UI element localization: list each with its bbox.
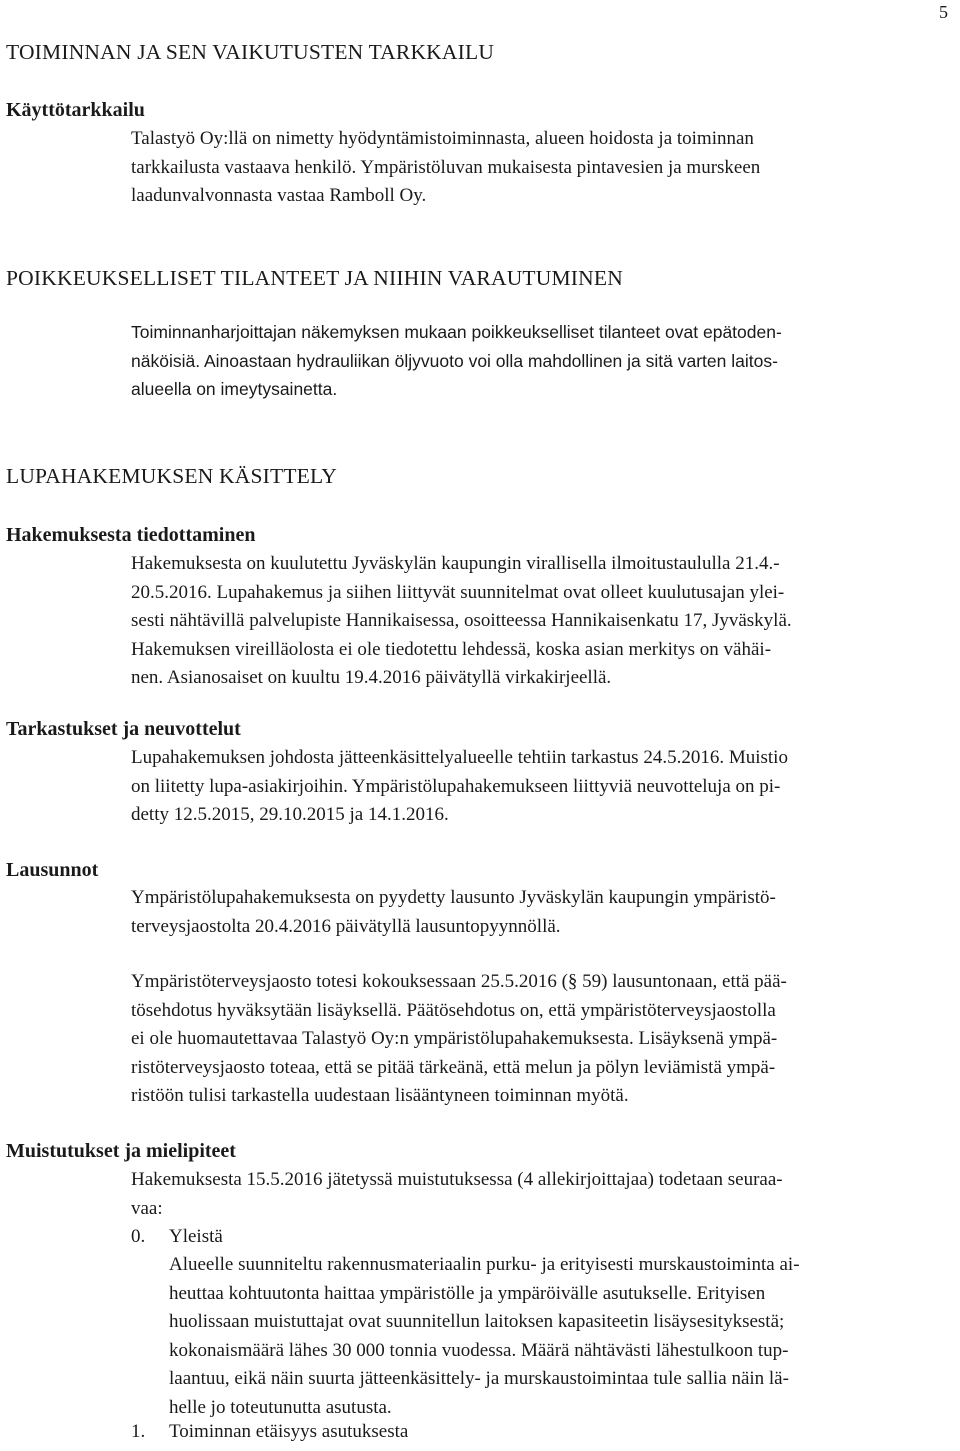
section-title-lupahakemus: LUPAHAKEMUKSEN KÄSITTELY <box>6 464 337 488</box>
list-item-title: Yleistä <box>169 1226 223 1247</box>
page-number: 5 <box>939 2 948 22</box>
text-line: alueella on imeytysainetta. <box>131 379 338 399</box>
text-line: heuttaa kohtuutonta haittaa ympäristölle ja ympäröivälle asutukselle. Erityisen <box>169 1282 766 1304</box>
subheading-lausunnot: Lausunnot <box>6 859 99 881</box>
subheading-tarkastukset: Tarkastukset ja neuvottelut <box>6 718 241 740</box>
text-line: vaa: <box>131 1197 163 1219</box>
subheading-muistutukset: Muistutukset ja mielipiteet <box>6 1140 236 1162</box>
muistutukset-intro <box>131 1166 941 1223</box>
text-line: Ympäristölupahakemuksesta on pyydetty lausunto Jyväskylän kaupungin ympäristö- <box>131 887 776 908</box>
text-line: huolissaan muistuttajat ovat suunnitellun laitoksen kapasiteetin lisäysesityksestä; <box>169 1311 785 1332</box>
text-line: nen. Asianosaiset on kuultu 19.4.2016 päivätyllä virkakirjeellä. <box>131 667 612 688</box>
text-line: terveysjaostolta 20.4.2016 päivätyllä lausuntopyynnöllä. <box>131 915 561 937</box>
text-line: detty 12.5.2015, 29.10.2015 ja 14.1.2016. <box>131 804 449 825</box>
text-line: Alueelle suunniteltu rakennusmateriaalin purku- ja erityisesti murskaustoiminta ai- <box>169 1254 800 1275</box>
tiedottaminen-paragraph <box>131 550 941 693</box>
list-item-number: 1. <box>131 1421 146 1442</box>
text-line: 20.5.2016. Lupahakemus ja siihen liittyvät suunnitelmat ovat olleet kuulutusajan ylei- <box>131 581 785 603</box>
list-item-number: 0. <box>131 1226 146 1247</box>
kayttotarkkailu-paragraph <box>131 125 941 211</box>
text-line: Hakemuksesta on kuulutettu Jyväskylän kaupungin virallisella ilmoitustaululla 21.4.- <box>131 553 780 574</box>
text-line: Ympäristöterveysjaosto totesi kokouksessaan 25.5.2016 (§ 59) lausuntonaan, että pää- <box>131 971 787 992</box>
text-line: helle jo toteutunutta asutusta. <box>169 1396 392 1418</box>
list-item-0-heading <box>131 1226 223 1248</box>
text-line: laadunvalvonnasta vastaa Ramboll Oy. <box>131 185 427 206</box>
text-line: Talastyö Oy:llä on nimetty hyödyntämistoiminnasta, alueen hoidosta ja toiminnan <box>131 128 754 149</box>
text-line: ristöön tulisi tarkastella uudestaan lisääntyneen toiminnan myötä. <box>131 1085 629 1106</box>
text-line: tarkkailusta vastaava henkilö. Ympäristöluvan mukaisesta pintavesien ja murskeen <box>131 156 761 178</box>
lausunnot-paragraph-2 <box>131 968 941 1111</box>
tarkastukset-paragraph <box>131 744 941 830</box>
text-line: ei ole huomautettavaa Talastyö Oy:n ympäristölupahakemuksesta. Lisäyksenä ympä- <box>131 1028 778 1049</box>
text-line: on liitetty lupa-asiakirjoihin. Ympäristölupahakemukseen liittyviä neuvotteluja on pi- <box>131 775 781 797</box>
section-title-poikkeukselliset: POIKKEUKSELLISET TILANTEET JA NIIHIN VARAUTUMINEN <box>6 266 623 290</box>
text-line: Lupahakemuksen johdosta jätteenkäsittelyalueelle tehtiin tarkastus 24.5.2016. Muistio <box>131 747 788 768</box>
section-title-tarkkailu: TOIMINNAN JA SEN VAIKUTUSTEN TARKKAILU <box>6 40 495 64</box>
text-line: Hakemuksesta 15.5.2016 jätetyssä muistutuksessa (4 allekirjoittajaa) todetaan seuraa- <box>131 1169 783 1190</box>
lausunnot-paragraph-1 <box>131 884 941 941</box>
poikkeukselliset-paragraph <box>131 318 941 404</box>
list-item-title: Toiminnan etäisyys asutuksesta <box>169 1421 409 1442</box>
text-line: Toiminnanharjoittajan näkemyksen mukaan poikkeukselliset tilanteet ovat epätoden- <box>131 322 782 342</box>
text-line: tösehdotus hyväksytään lisäyksellä. Päätösehdotus on, että ympäristöterveysjaostolla <box>131 999 776 1021</box>
subheading-kayttotarkkailu: Käyttötarkkailu <box>6 99 145 121</box>
text-line: sesti nähtävillä palvelupiste Hannikaisessa, osoitteessa Hannikaisenkatu 17, Jyväskylä. <box>131 610 792 631</box>
text-line: kokonaismäärä lähes 30 000 tonnia vuodessa. Määrä nähtävästi lähestulkoon tup- <box>169 1339 789 1361</box>
subheading-tiedottaminen: Hakemuksesta tiedottaminen <box>6 524 256 546</box>
list-item-1-heading <box>131 1421 408 1443</box>
text-line: laantuu, eikä näin suurta jätteenkäsittely- ja murskaustoimintaa tule sallia näin lä- <box>169 1368 789 1389</box>
text-line: Hakemuksen vireilläolosta ei ole tiedotettu lehdessä, koska asian merkitys on vähäi- <box>131 638 772 660</box>
text-line: näköisiä. Ainoastaan hydrauliikan öljyvuoto voi olla mahdollinen ja sitä varten laitos- <box>131 350 778 371</box>
text-line: ristöterveysjaosto toteaa, että se pitää tärkeänä, että melun ja pölyn leviämistä ympä- <box>131 1056 776 1078</box>
list-item-0-body <box>169 1251 941 1422</box>
